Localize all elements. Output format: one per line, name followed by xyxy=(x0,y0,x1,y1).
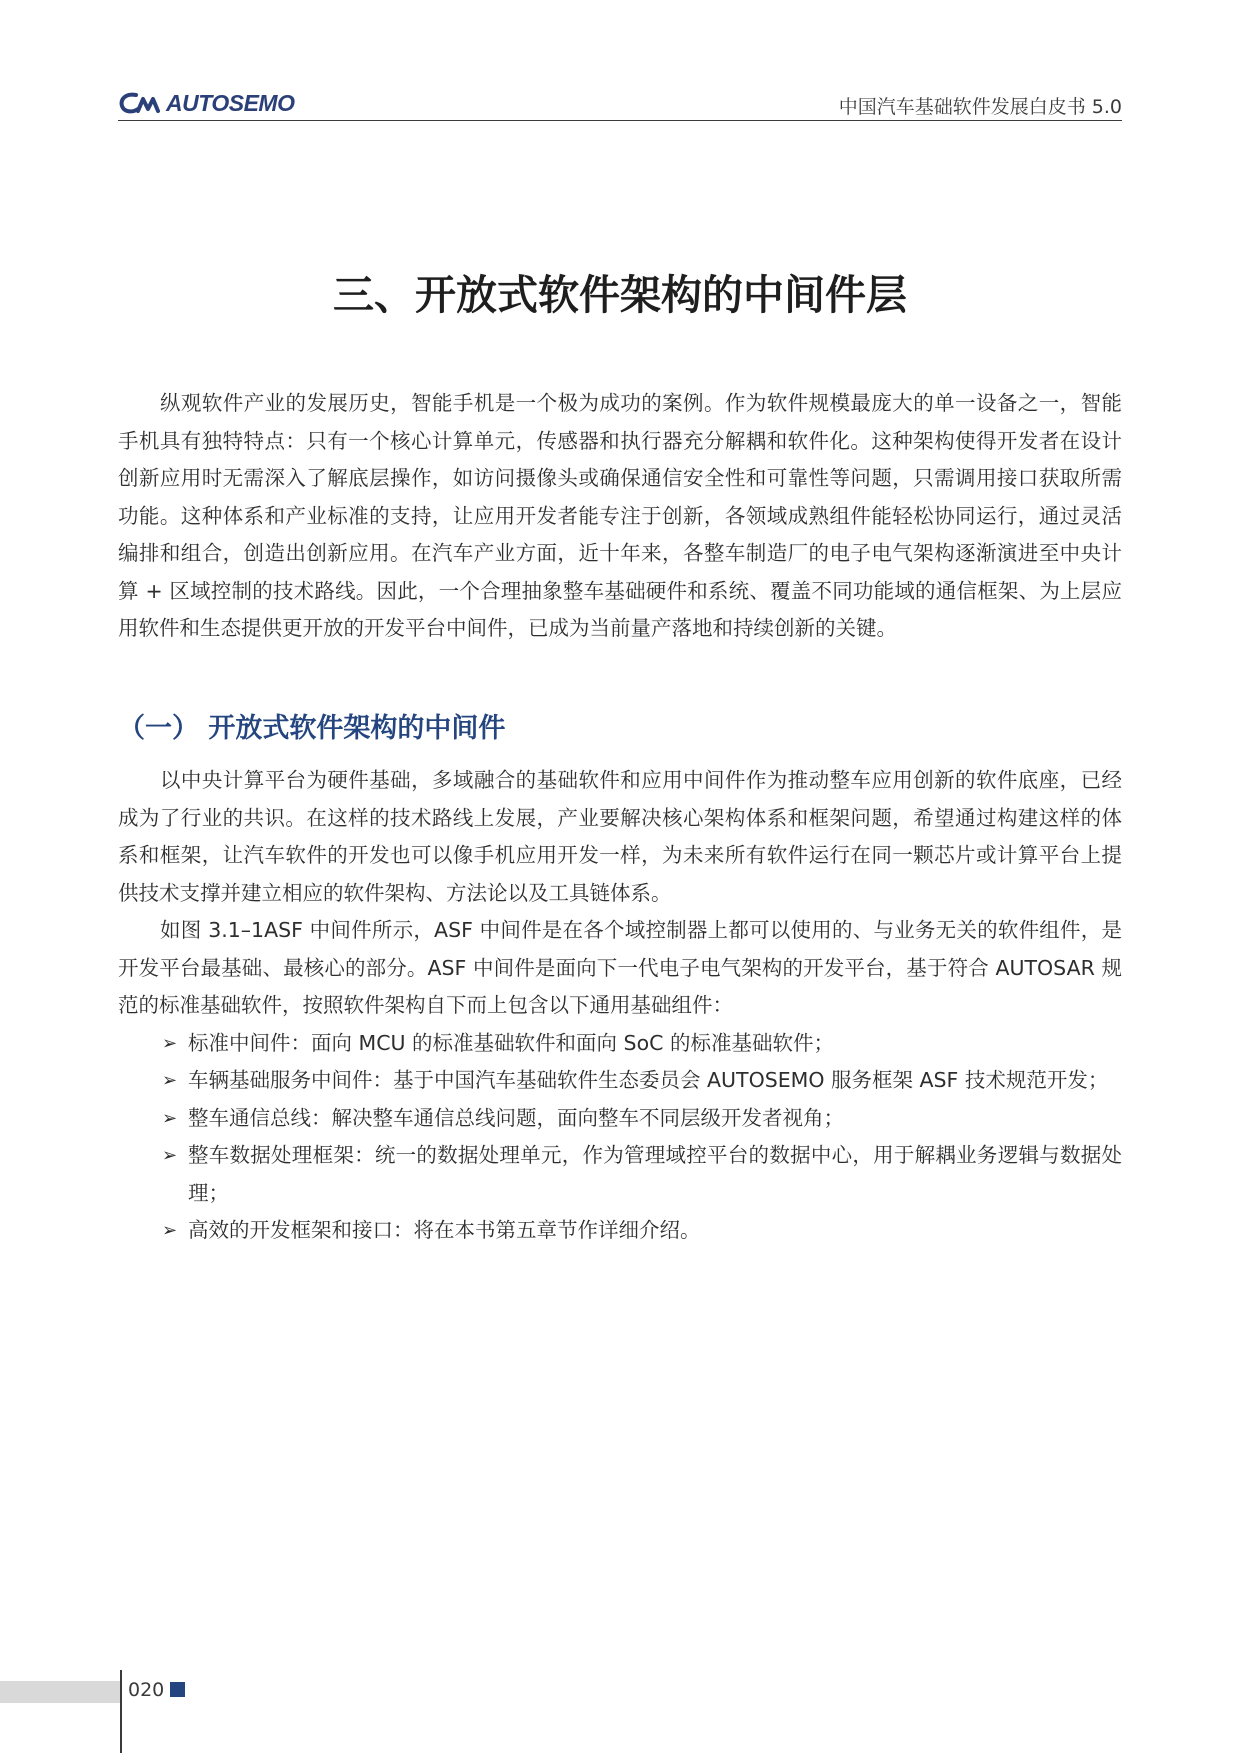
list-item xyxy=(118,1100,1122,1138)
arrow-bullet-icon: ➢ xyxy=(162,1145,178,1166)
list-item xyxy=(118,1025,1122,1063)
arrow-bullet-icon: ➢ xyxy=(162,1107,178,1129)
list-item-text: 高效的开发框架和接口：将在本书第五章节作详细介绍。 xyxy=(188,1218,701,1242)
section-body xyxy=(118,762,1122,1250)
section-paragraph-1: 以中央计算平台为硬件基础，多域融合的基础软件和应用中间件作为推动整车应用创新的软件底座，已经成为了行业的共识。在这样的技术路线上发展，产业要解决核心架构体系和框架问题，希望通过构建这样的体系和框架，让汽车软件的开发也可以像手机应用开发一样，为未来所有软件运行在同一颗芯片或计算平台上提供技术支撑并建立相应的软件架构、方法论以及工具链体系。 xyxy=(118,768,1122,905)
intro-paragraph: 纵观软件产业的发展历史，智能手机是一个极为成功的案例。作为软件规模最庞大的单一设备之一，智能手机具有独特特点：只有一个核心计算单元，传感器和执行器充分解耦和软件化。这种架构使得开发者在设计创新应用时无需深入了解底层操作，如访问摄像头或确保通信安全性和可靠性等问题，只需调用接口获取所需功能。这种体系和产业标准的支持，让应用开发者能专注于创新，各领域成熟组件能轻松协同运行，通过灵活编排和组合，创造出创新应用。在汽车产业方面，近十年来，各整车制造厂的电子电气架构逐渐演进至中央计算 + 区域控制的技术路线。因此，一个合理抽象整车基础硬件和系统、覆盖不同功能域的通信框架、为上层应用软件和生态提供更开放的开发平台中间件，已成为当前量产落地和持续创新的关键。 xyxy=(118,391,1122,640)
logo-text: AUTOSEMO xyxy=(166,89,295,116)
page-number: 020 xyxy=(128,1679,165,1701)
intro-section xyxy=(118,385,1122,648)
footer-bar xyxy=(0,1681,120,1703)
page-header xyxy=(118,86,1122,121)
section-heading: （一） 开放式软件架构的中间件 xyxy=(118,713,506,744)
component-list xyxy=(118,1025,1122,1250)
arrow-bullet-icon: ➢ xyxy=(162,1032,178,1054)
list-item-text: 车辆基础服务中间件：基于中国汽车基础软件生态委员会 AUTOSEMO 服务框架 ASF 技术规范开发； xyxy=(188,1068,1109,1092)
footer-divider xyxy=(120,1670,122,1753)
list-item-text: 整车数据处理框架：统一的数据处理单元，作为管理域控平台的数据中心，用于解耦业务逻辑与数据处理； xyxy=(188,1143,1122,1205)
book-title: 中国汽车基础软件发展白皮书 5.0 xyxy=(838,96,1122,118)
list-item-text: 整车通信总线：解决整车通信总线问题，面向整车不同层级开发者视角； xyxy=(188,1105,844,1130)
list-item xyxy=(118,1137,1122,1212)
list-item xyxy=(118,1062,1122,1100)
cm-logo-icon xyxy=(118,91,162,115)
autosemo-logo xyxy=(118,90,294,116)
list-item-text: 标准中间件：面向 MCU 的标准基础软件和面向 SoC 的标准基础软件； xyxy=(188,1030,834,1055)
arrow-bullet-icon: ➢ xyxy=(162,1220,178,1241)
chapter-title: 三、开放式软件架构的中间件层 xyxy=(333,271,907,319)
arrow-bullet-icon: ➢ xyxy=(162,1070,178,1091)
list-item xyxy=(118,1212,1122,1250)
section-paragraph-2: 如图 3.1–1ASF 中间件所示，ASF 中间件是在各个域控制器上都可以使用的、与业务无关的软件组件，是开发平台最基础、最核心的部分。ASF 中间件是面向下一代电子电气架构的开发平台，基于符合 AUTOSAR 规范的标准基础软件，按照软件架构自下而上包含以下通用基础组件： xyxy=(118,918,1122,1017)
page-marker-icon xyxy=(170,1682,185,1697)
